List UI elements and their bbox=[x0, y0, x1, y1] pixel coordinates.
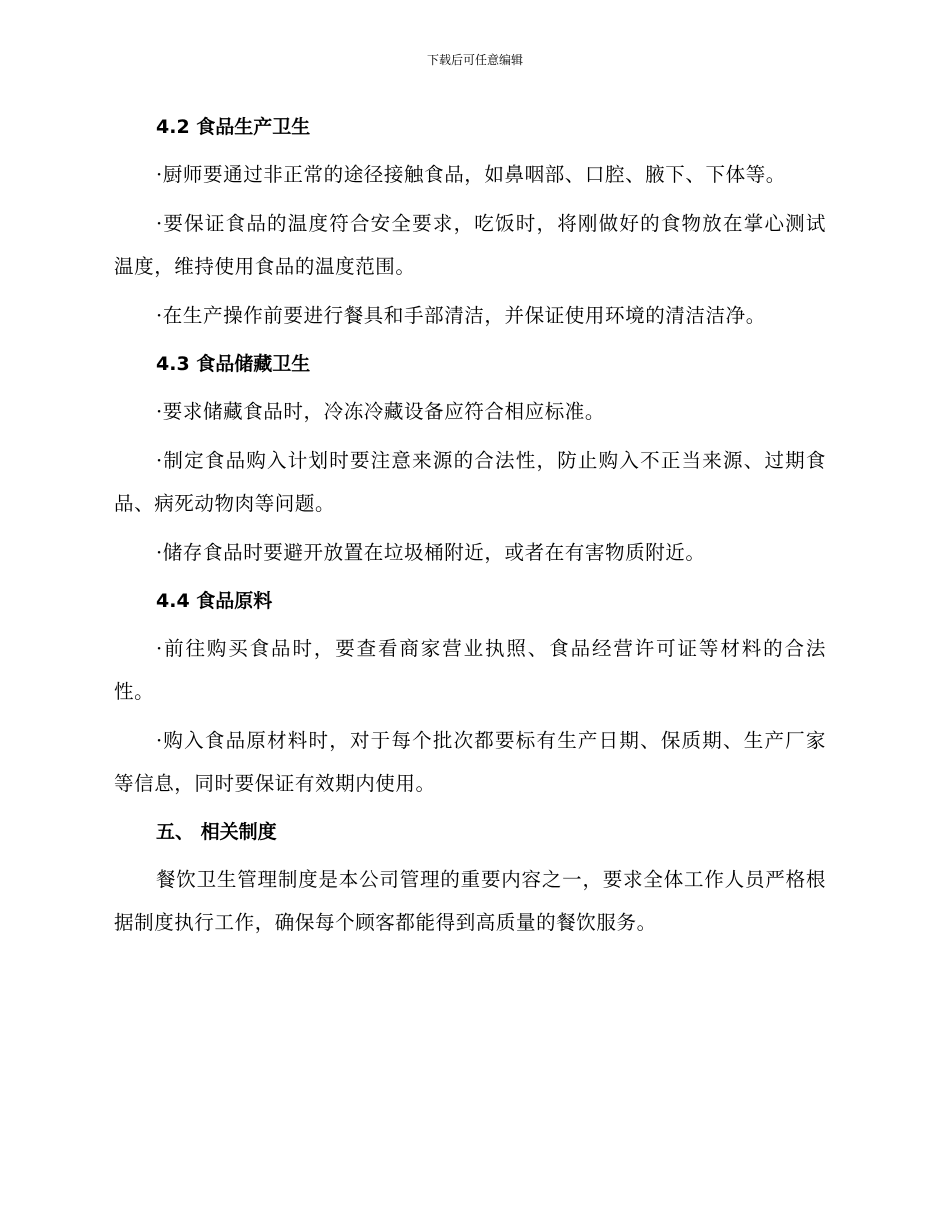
section-heading: 4.2 食品生产卫生 bbox=[156, 116, 311, 138]
section-heading: 4.3 食品储藏卫生 bbox=[156, 353, 311, 375]
paragraph: ·在生产操作前要进行餐具和手部清洁，并保证使用环境的清洁洁净。 bbox=[156, 304, 766, 327]
section-food-production bbox=[114, 106, 826, 337]
paragraph: ·厨师要通过非正常的途径接触食品，如鼻咽部、口腔、腋下、下体等。 bbox=[156, 163, 786, 186]
section-related-rules bbox=[114, 811, 826, 944]
document-body bbox=[114, 106, 826, 950]
paragraph: ·购入食品原材料时，对于每个批次都要标有生产日期、保质期、生产厂家等信息，同时要保证有效期内使用。 bbox=[114, 729, 826, 795]
paragraph: ·要求储藏食品时，冷冻冷藏设备应符合相应标准。 bbox=[156, 400, 605, 423]
section-heading: 4.4 食品原料 bbox=[156, 590, 273, 612]
paragraph: ·储存食品时要避开放置在垃圾桶附近，或者在有害物质附近。 bbox=[156, 541, 706, 564]
section-heading: 五、 相关制度 bbox=[156, 821, 277, 843]
paragraph: ·前往购买食品时，要查看商家营业执照、食品经营许可证等材料的合法性。 bbox=[114, 637, 826, 703]
page-header: 下载后可任意编辑 bbox=[426, 53, 523, 67]
paragraph: ·制定食品购入计划时要注意来源的合法性，防止购入不正当来源、过期食品、病死动物肉等问题。 bbox=[114, 449, 826, 515]
paragraph: ·要保证食品的温度符合安全要求，吃饭时，将刚做好的食物放在掌心测试温度，维持使用食品的温度范围。 bbox=[114, 212, 826, 278]
section-food-storage bbox=[114, 343, 826, 574]
paragraph: 餐饮卫生管理制度是本公司管理的重要内容之一，要求全体工作人员严格根据制度执行工作，确保每个顾客都能得到高质量的餐饮服务。 bbox=[114, 868, 826, 934]
section-food-raw-materials bbox=[114, 580, 826, 805]
